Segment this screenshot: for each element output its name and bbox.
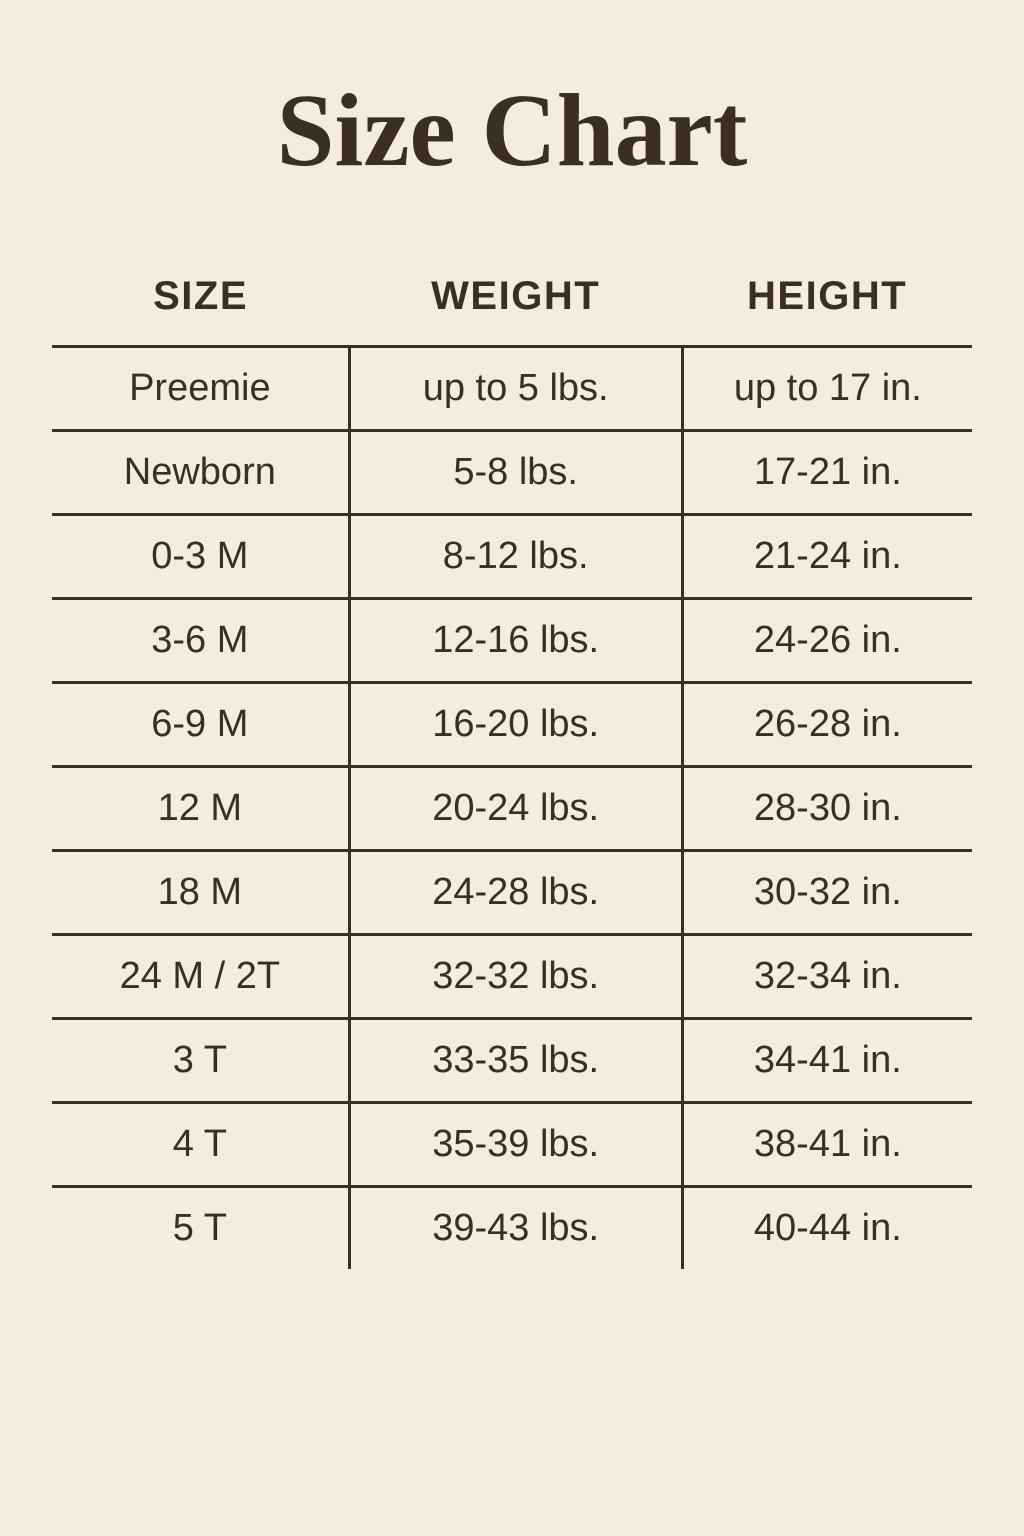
cell-size: 6-9 M — [52, 683, 349, 767]
table-body — [52, 347, 972, 1270]
cell-size: 3-6 M — [52, 599, 349, 683]
cell-size: 0-3 M — [52, 515, 349, 599]
table-row — [52, 1187, 972, 1270]
cell-height: 32-34 in. — [682, 935, 972, 1019]
cell-weight: 32-32 lbs. — [349, 935, 682, 1019]
table-row — [52, 683, 972, 767]
cell-height: 21-24 in. — [682, 515, 972, 599]
cell-weight: 16-20 lbs. — [349, 683, 682, 767]
cell-weight: 12-16 lbs. — [349, 599, 682, 683]
cell-weight: 35-39 lbs. — [349, 1103, 682, 1187]
cell-size: 4 T — [52, 1103, 349, 1187]
column-header-size: SIZE — [153, 274, 249, 318]
size-chart-table-container — [52, 268, 972, 1269]
table-header-row — [52, 268, 972, 347]
table-row — [52, 767, 972, 851]
cell-size: 3 T — [52, 1019, 349, 1103]
table-row — [52, 935, 972, 1019]
cell-weight: 20-24 lbs. — [349, 767, 682, 851]
cell-weight: 33-35 lbs. — [349, 1019, 682, 1103]
table-row — [52, 599, 972, 683]
table-row — [52, 1019, 972, 1103]
table-row — [52, 851, 972, 935]
cell-weight: up to 5 lbs. — [349, 347, 682, 431]
size-chart-table — [52, 268, 972, 1269]
column-header-height: HEIGHT — [747, 274, 908, 318]
cell-size: Preemie — [52, 347, 349, 431]
page-title: Size Chart — [276, 73, 748, 188]
cell-size: 12 M — [52, 767, 349, 851]
cell-size: 5 T — [52, 1187, 349, 1270]
cell-weight: 39-43 lbs. — [349, 1187, 682, 1270]
cell-height: 28-30 in. — [682, 767, 972, 851]
cell-height: 34-41 in. — [682, 1019, 972, 1103]
cell-weight: 5-8 lbs. — [349, 431, 682, 515]
cell-size: 24 M / 2T — [52, 935, 349, 1019]
table-row — [52, 515, 972, 599]
cell-height: 30-32 in. — [682, 851, 972, 935]
cell-height: up to 17 in. — [682, 347, 972, 431]
cell-size: 18 M — [52, 851, 349, 935]
column-header-weight: WEIGHT — [431, 274, 601, 318]
cell-height: 24-26 in. — [682, 599, 972, 683]
table-row — [52, 347, 972, 431]
table-row — [52, 1103, 972, 1187]
cell-height: 38-41 in. — [682, 1103, 972, 1187]
cell-size: Newborn — [52, 431, 349, 515]
cell-height: 40-44 in. — [753, 1207, 902, 1249]
cell-weight: 8-12 lbs. — [349, 515, 682, 599]
table-row — [52, 431, 972, 515]
cell-height: 17-21 in. — [682, 431, 972, 515]
table-header — [52, 268, 972, 347]
cell-weight: 24-28 lbs. — [349, 851, 682, 935]
cell-height: 26-28 in. — [682, 683, 972, 767]
